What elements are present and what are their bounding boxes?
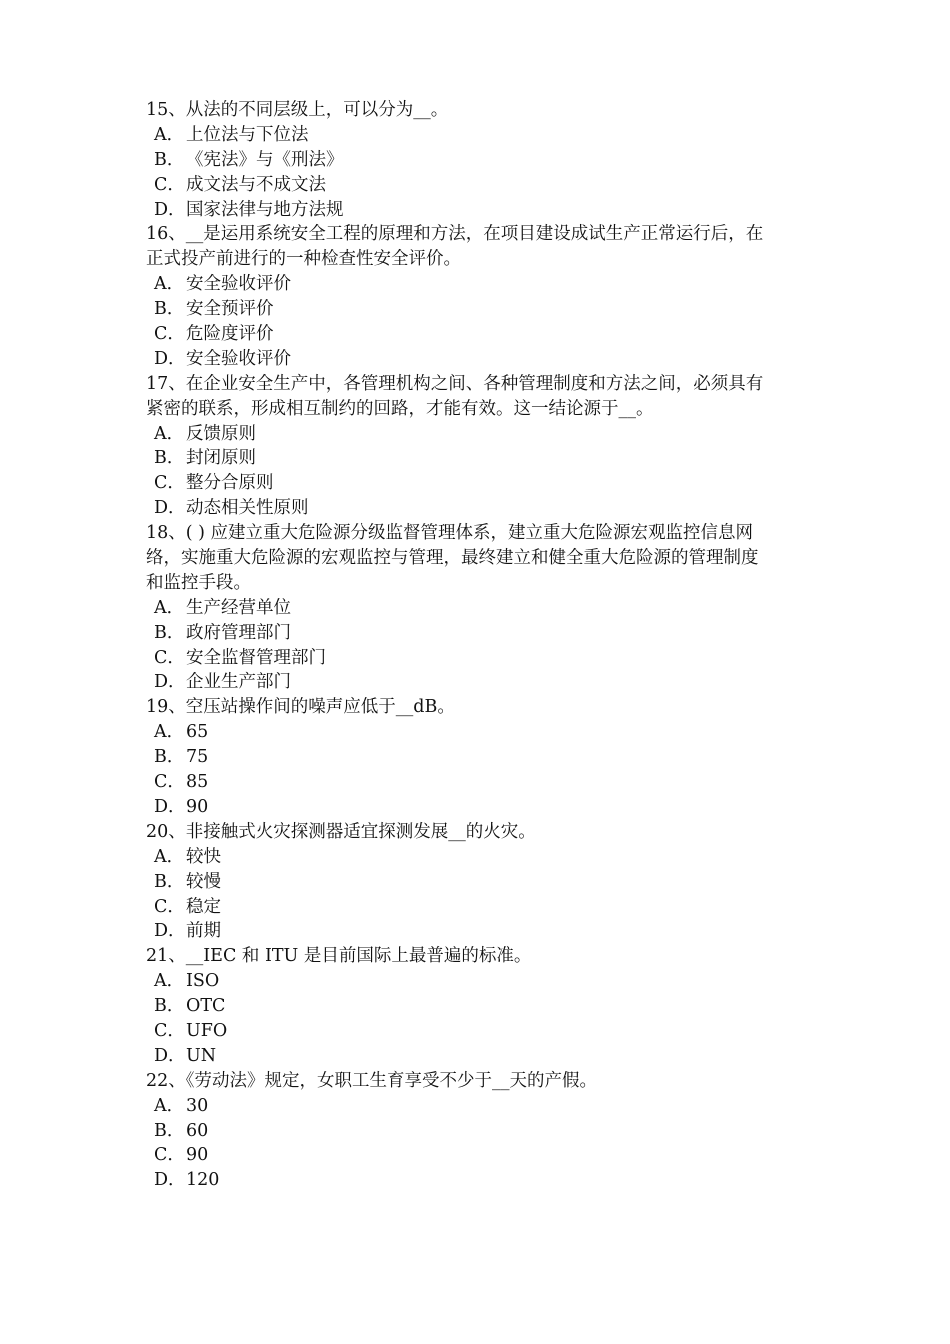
option-a: A． ISO: [154, 971, 220, 992]
question-stem: 紧密的联系，形成相互制约的回路，才能有效。这一结论源于__。: [146, 398, 654, 419]
option-c: C．安全监督管理部门: [154, 647, 326, 668]
question-22: [146, 1069, 826, 1193]
question-stem: 20、非接触式火灾探测器适宜探测发展__的火灾。: [146, 821, 536, 842]
option-b: B．《宪法》与《刑法》: [154, 149, 344, 170]
option-b: B．政府管理部门: [154, 622, 291, 643]
question-18: [146, 521, 826, 695]
option-b: B．OTC: [154, 996, 226, 1017]
option-c: C．85: [154, 772, 209, 793]
option-a: A． 安全验收评价: [154, 274, 291, 295]
question-stem: 17、在企业安全生产中，各管理机构之间、各种管理制度和方法之间，必须具有: [146, 373, 764, 394]
question-stem: 15、从法的不同层级上，可以分为__。: [146, 100, 449, 120]
option-b: B．60: [154, 1120, 209, 1141]
option-b: B．75: [154, 747, 209, 768]
option-d: D．动态相关性原则: [154, 498, 309, 519]
option-a: A． 生产经营单位: [154, 597, 291, 618]
option-d: D．国家法律与地方法规: [154, 199, 344, 220]
question-15: [146, 98, 826, 222]
option-a: A． 反馈原则: [154, 423, 256, 444]
option-d: D．120: [154, 1170, 220, 1191]
option-d: D．安全验收评价: [154, 348, 291, 369]
option-c: C．成文法与不成文法: [154, 174, 326, 195]
option-b: B．较慢: [154, 871, 221, 892]
option-d: D．前期: [154, 921, 221, 942]
option-c: C．危险度评价: [154, 324, 274, 345]
option-c: C．整分合原则: [154, 473, 274, 494]
question-stem: 16、__是运用系统安全工程的原理和方法，在项目建设成试生产正常运行后，在: [146, 224, 764, 245]
question-stem: 22、《劳动法》规定，女职工生育享受不少于__天的产假。: [146, 1070, 598, 1091]
option-d: D．企业生产部门: [154, 672, 291, 693]
option-c: C．稳定: [154, 896, 221, 917]
question-17: [146, 372, 826, 521]
option-c: C．90: [154, 1145, 209, 1166]
option-c: C．UFO: [154, 1020, 228, 1041]
option-a: A． 65: [154, 722, 209, 743]
document-page: [146, 98, 826, 1193]
question-stem: 19、空压站操作间的噪声应低于__dB。: [146, 697, 455, 718]
question-20: [146, 820, 826, 944]
option-d: D．90: [154, 796, 209, 817]
question-stem: 18、( ) 应建立重大危险源分级监督管理体系，建立重大危险源宏观监控信息网: [146, 523, 754, 544]
option-a: A． 30: [154, 1095, 209, 1116]
question-stem: 正式投产前进行的一种检查性安全评价。: [146, 249, 461, 270]
question-stem: 21、__IEC 和 ITU 是目前国际上最普遍的标准。: [146, 946, 532, 967]
question-16: [146, 222, 826, 371]
question-21: [146, 944, 826, 1068]
option-b: B．封闭原则: [154, 448, 256, 469]
option-a: A． 较快: [154, 846, 221, 867]
question-19: [146, 695, 826, 819]
option-b: B．安全预评价: [154, 299, 274, 320]
option-d: D．UN: [154, 1045, 217, 1066]
option-a: A． 上位法与下位法: [154, 124, 309, 145]
question-stem: 络，实施重大危险源的宏观监控与管理，最终建立和健全重大危险源的管理制度: [146, 548, 759, 569]
question-stem: 和监控手段。: [146, 572, 251, 593]
